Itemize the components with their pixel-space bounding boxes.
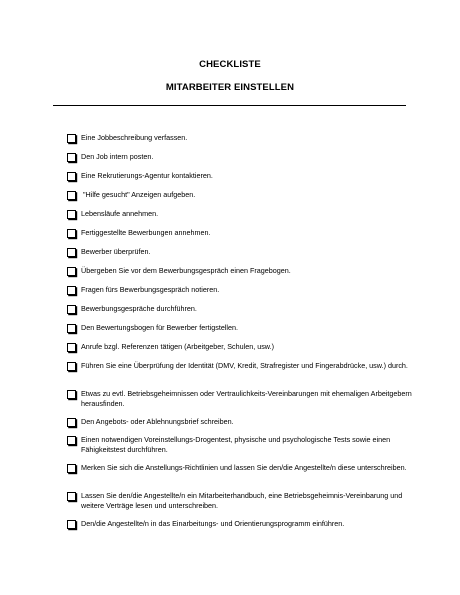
checkbox-icon[interactable]	[67, 520, 76, 529]
checklist-item-label: Eine Jobbeschreibung verfassen.	[81, 133, 188, 142]
checkbox-icon[interactable]	[67, 134, 76, 143]
checkbox-icon[interactable]	[67, 464, 76, 473]
checkbox-icon[interactable]	[67, 390, 76, 399]
checkbox-icon[interactable]	[67, 343, 76, 352]
checklist-item-label: Einen notwendigen Voreinstellungs-Drogentest, physische und psychologische Tests sowie einen Fähigkeitstest durchführen.	[81, 435, 391, 454]
checkbox-icon[interactable]	[67, 362, 76, 371]
checkbox-icon[interactable]	[67, 153, 76, 162]
checkbox-icon[interactable]	[67, 172, 76, 181]
checkbox-icon[interactable]	[67, 267, 76, 276]
checklist-item-label: Fragen fürs Bewerbungsgespräch notieren.	[81, 285, 220, 294]
title-divider	[53, 105, 406, 106]
document-subtitle: MITARBEITER EINSTELLEN	[165, 82, 295, 93]
checklist-item-label: Eine Rekrutierungs-Agentur kontaktieren.	[81, 171, 213, 180]
checklist-item-label: Übergeben Sie vor dem Bewerbungsgespräch einen Fragebogen.	[81, 266, 291, 275]
checklist-item-label: Den/die Angestellte/n in das Einarbeitungs- und Orientierungsprogramm einführen.	[81, 519, 345, 528]
checkbox-icon[interactable]	[67, 492, 76, 501]
checklist-item-label: Den Bewertungsbogen für Bewerber fertigstellen.	[81, 323, 239, 332]
checklist-item-label: Fertiggestellte Bewerbungen annehmen.	[81, 228, 211, 237]
checkbox-icon[interactable]	[67, 210, 76, 219]
checklist-item-label: Den Angebots- oder Ablehnungsbrief schreiben.	[81, 417, 234, 426]
checkbox-icon[interactable]	[67, 191, 76, 200]
checkbox-icon[interactable]	[67, 305, 76, 314]
checkbox-icon[interactable]	[67, 286, 76, 295]
document-title: CHECKLISTE	[199, 59, 261, 70]
checklist-item-label: Anrufe bzgl. Referenzen tätigen (Arbeitgeber, Schulen, usw.)	[81, 342, 274, 351]
checklist-item-label: Bewerber überprüfen.	[81, 247, 151, 256]
checklist-item-label: Etwas zu evtl. Betriebsgeheimnissen oder Vertraulichkeits-Vereinbarungen mit ehemaligen Arbeitgebern herausfinden.	[81, 389, 412, 408]
checklist-item-label: Lassen Sie den/die Angestellte/n ein Mitarbeiterhandbuch, eine Betriebsgeheimnis-Vereinbarung und weitere Verträge lesen und unterschreiben.	[81, 491, 403, 510]
checkbox-icon[interactable]	[67, 324, 76, 333]
checklist-item-label: "Hilfe gesucht" Anzeigen aufgeben.	[83, 190, 196, 199]
checklist-item-label: Den Job intern posten.	[81, 152, 154, 161]
checklist-item-label: Führen Sie eine Überprüfung der Identität (DMV, Kredit, Strafregister und Fingerabdrücke, usw.) durch.	[81, 361, 408, 370]
checkbox-icon[interactable]	[67, 248, 76, 257]
checklist-item-label: Lebensläufe annehmen.	[81, 209, 159, 218]
checkbox-icon[interactable]	[67, 418, 76, 427]
checkbox-icon[interactable]	[67, 229, 76, 238]
checklist-item-label: Merken Sie sich die Anstellungs-Richtlinien und lassen Sie den/die Angestellte/n diese unterschreiben.	[81, 463, 407, 472]
checklist-item-label: Bewerbungsgespräche durchführen.	[81, 304, 197, 313]
checkbox-icon[interactable]	[67, 436, 76, 445]
